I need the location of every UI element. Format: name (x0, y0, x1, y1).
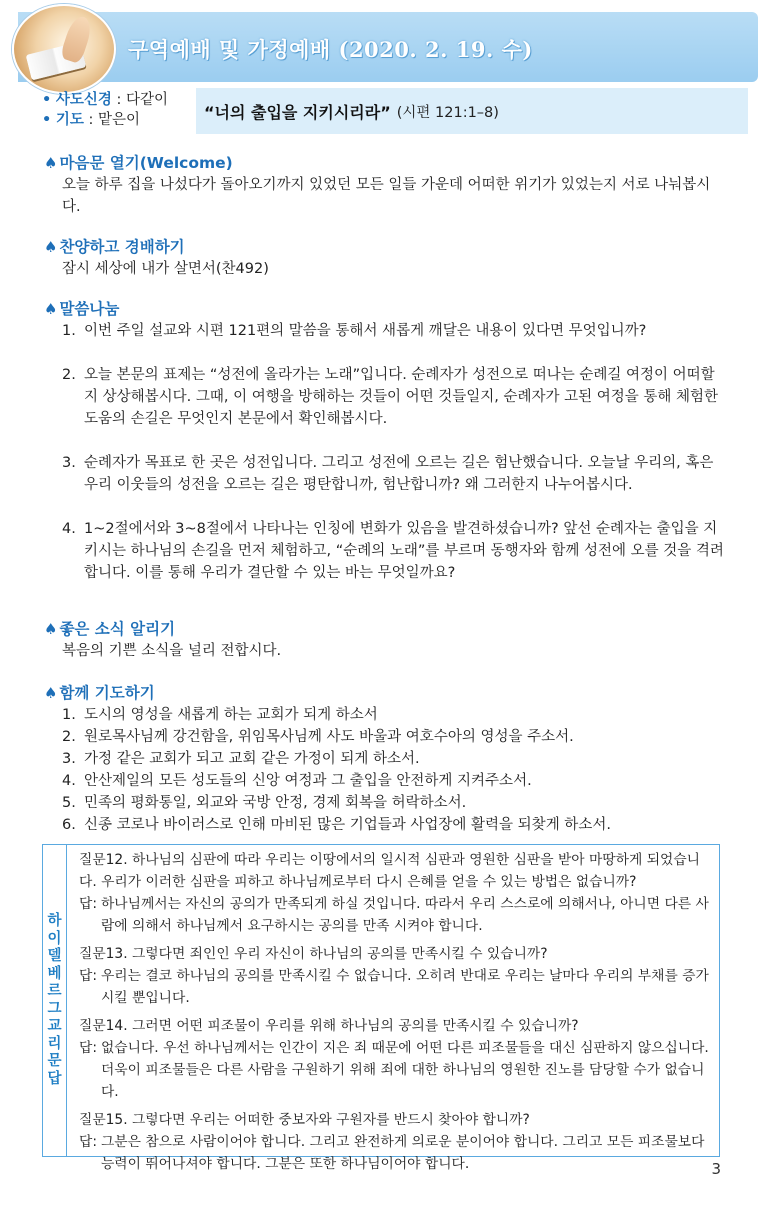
catechism-item (79, 1109, 713, 1175)
spade-icon: ♠ (44, 300, 58, 318)
section-title: 마음문 열기(Welcome) (59, 154, 233, 172)
prayer-label: 기도 (55, 112, 84, 128)
catechism-question: 질문14. 그러면 어떤 피조물이 우리를 위해 하나님의 공의를 만족시킬 수 있습니까? (79, 1018, 579, 1034)
worship-order (42, 90, 190, 136)
prayer-value: : 맡은이 (88, 112, 141, 128)
section-prayer (44, 682, 724, 836)
list-item: 1. 이번 주일 설교와 시편 121편의 말씀을 통해서 새롭게 깨달은 내용이 있다면 무엇입니까? (62, 323, 647, 339)
catechism-question: 질문15. 그렇다면 우리는 어떠한 중보자와 구원자를 반드시 찾아야 합니까? (79, 1112, 530, 1128)
catechism-answer: 답: 그분은 참으로 사람이어야 합니다. 그리고 완전하게 의로운 분이어야 합니다. 그리고 모든 피조물보다 능력이 뛰어나셔야 합니다. 그분은 또한 하나님이어야 합니다. (79, 1134, 705, 1172)
catechism-item (79, 849, 713, 937)
list-item: 2. 오늘 본문의 표제는 “성전에 올라가는 노래”입니다. 순례자가 성전으로 떠나는 순례길 여정이 어떠할지 상상해봅시다. 그때, 이 여행을 방해하는 것들이 어떤 것들일지, 순례자가 고된 여정을 통해 체험한 도움의 손길은 무엇인지 본문에서 확인해봅시다. (62, 367, 719, 427)
list-item: 4. 안산제일의 모든 성도들의 신앙 여정과 그 출입을 안전하게 지켜주소서. (62, 773, 532, 789)
catechism-box (42, 844, 720, 1172)
list-item: 2. 원로목사님께 강건함을, 위임목사님께 사도 바울과 여호수아의 영성을 주소서. (62, 729, 574, 745)
spade-icon: ♠ (44, 238, 58, 256)
catechism-answer: 답: 없습니다. 우선 하나님께서는 인간이 지은 죄 때문에 어떤 다른 피조물들을 대신 심판하지 않으십니다. 더욱이 피조물들은 다른 사람을 구원하기 위해 죄에 대한 하나님의 영원한 진노를 담당할 수가 없습니다. (79, 1040, 709, 1100)
bullet-icon: • (42, 92, 52, 108)
page-number: 3 (711, 1160, 721, 1178)
praying-hands-shape (59, 14, 94, 65)
catechism-answer: 답: 하나님께서는 자신의 공의가 만족되게 하실 것입니다. 따라서 우리 스스로에 의해서나, 아니면 다른 사람에 의해서 하나님께서 요구하시는 공의를 만족 시켜야 합니다. (79, 896, 709, 934)
section-title: 좋은 소식 알리기 (59, 620, 176, 638)
catechism-content (79, 849, 713, 1181)
spade-icon: ♠ (44, 620, 58, 638)
bible-prayer-icon (12, 4, 116, 94)
catechism-question: 질문12. 하나님의 심판에 따라 우리는 이땅에서의 일시적 심판과 영원한 심판을 받아 마땅하게 되었습니다. 우리가 이러한 심판을 피하고 하나님께로부터 다시 은혜를 얻을 수 있는 방법은 없습니까? (79, 852, 701, 890)
section-body: 오늘 하루 집을 나섰다가 돌아오기까지 있었던 모든 일들 가운데 어떠한 위기가 있었는지 서로 나눠봅시다. (62, 177, 711, 215)
scripture-reference: (시편 121:1–8) (396, 104, 499, 121)
creed-value: : 다같이 (116, 92, 169, 108)
list-item: 3. 순례자가 목표로 한 곳은 성전입니다. 그리고 성전에 오르는 길은 험난했습니다. 오늘날 우리의, 혹은 우리 이웃들의 성전을 오르는 길은 평탄합니까, 험난합니까? 왜 그러한지 나누어봅시다. (62, 455, 714, 493)
section-body: 잠시 세상에 내가 살면서(찬492) (62, 261, 269, 277)
section-word (44, 298, 724, 584)
page-title: 구역예배 및 가정예배 (2020. 2. 19. 수) (128, 37, 533, 62)
section-title: 말씀나눔 (59, 300, 120, 318)
catechism-item (79, 943, 713, 1009)
creed-label: 사도신경 (55, 92, 112, 108)
prayer-row (42, 110, 190, 130)
scripture-box (196, 88, 748, 134)
catechism-answer: 답: 우리는 결코 하나님의 공의를 만족시킬 수 없습니다. 오히려 반대로 우리는 날마다 우리의 부채를 증가시킬 뿐입니다. (79, 968, 709, 1006)
section-welcome (44, 152, 724, 218)
list-item: 6. 신종 코로나 바이러스로 인해 마비된 많은 기업들과 사업장에 활력을 되찾게 하소서. (62, 817, 611, 833)
scripture-title: “너의 출입을 지키시리라” (204, 102, 391, 122)
bullet-icon: • (42, 112, 52, 128)
section-title: 찬양하고 경배하기 (59, 238, 185, 256)
section-news (44, 618, 724, 662)
creed-row (42, 90, 190, 110)
list-item: 5. 민족의 평화통일, 외교와 국방 안정, 경제 회복을 허락하소서. (62, 795, 467, 811)
discussion-list (62, 320, 724, 584)
spade-icon: ♠ (44, 684, 58, 702)
list-item: 3. 가정 같은 교회가 되고 교회 같은 가정이 되게 하소서. (62, 751, 420, 767)
spade-icon: ♠ (44, 154, 58, 172)
section-body: 복음의 기쁜 소식을 널리 전합시다. (62, 643, 282, 659)
section-praise (44, 236, 724, 280)
catechism-item (79, 1015, 713, 1103)
list-item: 1. 도시의 영성을 새롭게 하는 교회가 되게 하소서 (62, 707, 378, 723)
list-item: 4. 1~2절에서와 3~8절에서 나타나는 인칭에 변화가 있음을 발견하셨습니까? 앞선 순례자는 출입을 지키시는 하나님의 손길을 먼저 체험하고, “순례의 노래”를 부르며 동행자와 함께 성전에 오를 것을 격려합니다. 이를 통해 우리가 결단할 수 있는 바는 무엇일까요? (62, 521, 724, 581)
catechism-question: 질문13. 그렇다면 죄인인 우리 자신이 하나님의 공의를 만족시킬 수 있습니까? (79, 946, 548, 962)
section-title: 함께 기도하기 (59, 684, 155, 702)
prayer-list (62, 704, 724, 836)
catechism-side-label: 하이델베르그교리문답 (43, 845, 67, 1156)
